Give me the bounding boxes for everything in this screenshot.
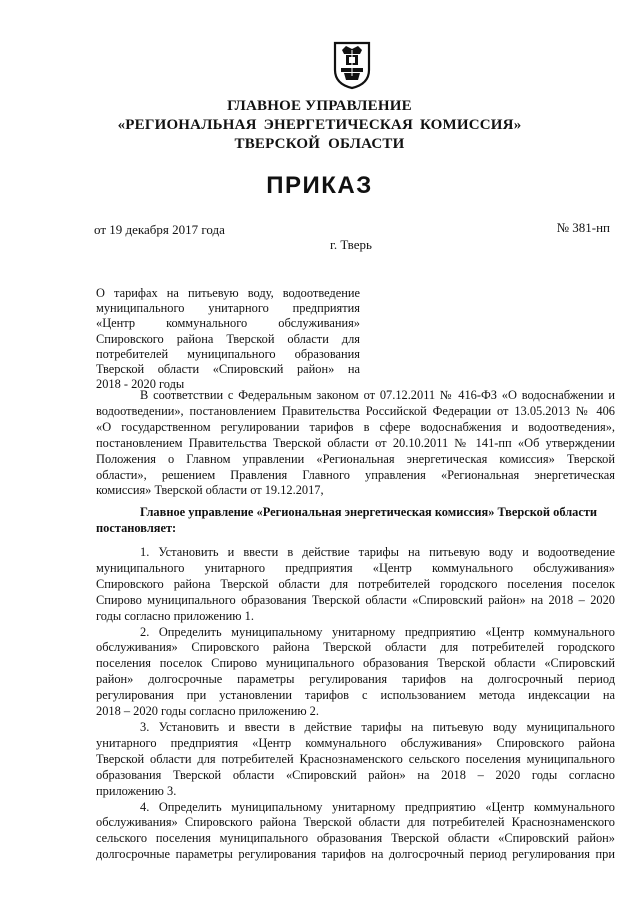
item-line: район» долгосрочные параметры регулирования тарифов на долгосрочный период xyxy=(96,672,615,687)
order-items xyxy=(96,545,615,863)
item-line: поселения поселок Спирово муниципального образования Тверской области «Спировский xyxy=(96,656,615,671)
document-type-title: ПРИКАЗ xyxy=(266,172,373,199)
resolution-line: Главное управление «Региональная энергетическая комиссия» Тверской области xyxy=(140,505,598,519)
issuer-name-line-2: «РЕГИОНАЛЬНАЯ ЭНЕРГЕТИЧЕСКАЯ КОМИССИЯ» xyxy=(117,117,522,133)
preamble-line: постановлением Правительства Тверской области от 20.10.2011 № 141-пп «Об утверждении xyxy=(96,435,615,450)
item-line: годы согласно приложению 1. xyxy=(96,608,254,623)
preamble-line: водоотведении», постановлением Правительства Российской Федерации от 13.05.2013 № 406 xyxy=(96,403,615,418)
order-date: от 19 декабря 2017 года xyxy=(94,222,225,237)
item-line: Тверской области для потребителей Краснознаменского сельского поселения муниципального xyxy=(96,751,615,766)
item-line: обслуживания» Спировского района Тверской области для потребителей городского xyxy=(96,640,615,655)
item-line: долгосрочные параметры регулирования тарифов на долгосрочный период регулирования при xyxy=(96,847,615,862)
issuer-name-line-1: ГЛАВНОЕ УПРАВЛЕНИЕ xyxy=(227,98,412,114)
resolution-heading xyxy=(96,505,615,537)
subject-line: Спировского района Тверской области для xyxy=(96,331,360,346)
preamble-line: области», решением Правления Главного управления «Региональная энергетическая xyxy=(96,467,615,482)
subject-line: потребителей муниципального образования xyxy=(96,346,360,361)
issuer-name-line-3: ТВЕРСКОЙ ОБЛАСТИ xyxy=(234,136,405,152)
subject-line: муниципального унитарного предприятия xyxy=(96,301,360,316)
item-line: 1. Установить и ввести в действие тарифы на питьевую воду и водоотведение xyxy=(140,545,615,559)
preamble-line: Положения о Главном управлении «Региональная энергетическая комиссия» Тверской xyxy=(96,451,615,466)
item-line: обслуживания» Спировского района Тверской области для потребителей Краснознаменского xyxy=(96,815,615,830)
preamble-paragraph xyxy=(96,388,615,499)
item-line: 2. Определить муниципальному унитарному предприятию «Центр коммунального xyxy=(140,624,615,639)
item-line: 4. Определить муниципальному унитарному предприятию «Центр коммунального xyxy=(140,799,615,814)
item-line: 2018 – 2020 годы согласно приложению 2. xyxy=(96,704,319,719)
preamble-line: комиссия» Тверской области от 19.12.2017, xyxy=(96,483,324,498)
subject-line: 2018 - 2020 годы xyxy=(96,377,185,392)
subject-line: О тарифах на питьевую воду, водоотведение xyxy=(96,286,360,300)
item-line: образования Тверской области «Спировский район» на 2018 – 2020 годы согласно xyxy=(96,767,615,782)
tver-coat-of-arms-icon xyxy=(332,40,372,90)
resolution-line: постановляет: xyxy=(96,520,177,535)
item-line: приложению 3. xyxy=(96,783,177,798)
item-line: муниципального унитарного предприятия «Центр коммунального обслуживания» xyxy=(96,560,615,575)
order-subject xyxy=(96,286,360,392)
item-line: регулирования при установлении тарифов с использованием метода индексации на xyxy=(96,688,615,703)
subject-line: «Центр коммунального обслуживания» xyxy=(96,316,360,331)
item-line: Спировского района Тверской области для потребителей городского поселения поселок xyxy=(96,576,615,591)
item-line: Спирово муниципального образования Тверской области «Спировский район» на 2018 – 2020 xyxy=(96,592,615,607)
preamble-line: «О государственном регулировании тарифов в сфере водоснабжения и водоотведения», xyxy=(96,419,615,434)
item-line: унитарного предприятия «Центр коммунального обслуживания» Спировского района xyxy=(96,735,615,750)
subject-line: Тверской области «Спировский район» на xyxy=(96,362,360,377)
item-line: сельского поселения муниципального образования Тверской области «Спировский район» xyxy=(96,831,615,846)
preamble-line: В соответствии с Федеральным законом от 07.12.2011 № 416-ФЗ «О водоснабжении и xyxy=(140,388,615,402)
order-number: № 381-нп xyxy=(556,220,610,235)
item-line: 3. Установить и ввести в действие тарифы на питьевую воду муниципального xyxy=(140,719,615,734)
order-city: г. Тверь xyxy=(330,237,372,252)
